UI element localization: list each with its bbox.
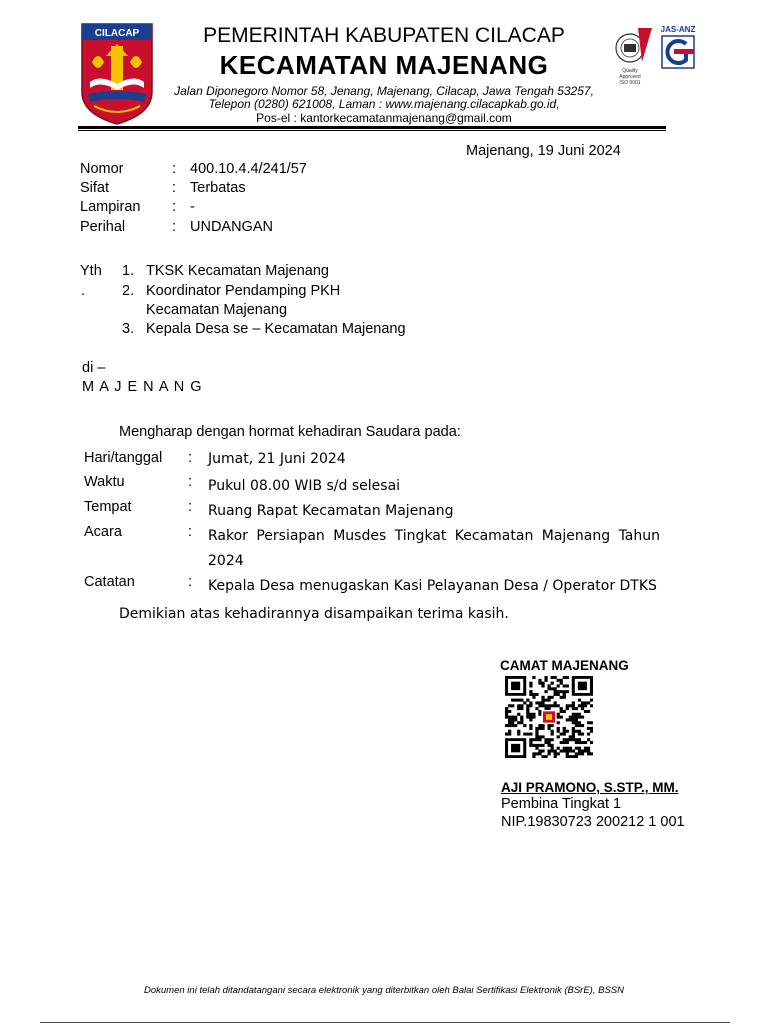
detail-value: Rakor Persiapan Musdes Tingkat Kecamatan Majenang Tahun — [208, 528, 660, 544]
detail-colon: : — [188, 499, 193, 515]
detail-value-continued: 2024 — [208, 553, 244, 569]
recipient-number: 1. — [122, 263, 135, 279]
recipient-number: 3. — [122, 321, 135, 337]
detail-value: Kepala Desa menugaskan Kasi Pelayanan Desa / Operator DTKS — [208, 578, 657, 594]
yth-dot: . — [81, 283, 86, 299]
address-line-2: Telepon (0280) 621008, Laman : www.majenang.cilacapkab.go.id, — [208, 97, 560, 111]
detail-label: Tempat — [84, 499, 132, 515]
meta-label: Sifat — [80, 180, 110, 196]
signer-nip: NIP.19830723 200212 1 001 — [501, 814, 685, 830]
header-rule-thick — [78, 126, 666, 129]
svg-text:Quality: Quality — [622, 68, 638, 74]
meta-label: Lampiran — [80, 199, 141, 215]
meta-value: 400.10.4.4/241/57 — [190, 161, 307, 177]
destination-place: M A J E N A N G — [82, 379, 203, 395]
detail-colon: : — [188, 450, 193, 466]
recipient-number: 2. — [122, 283, 135, 299]
iso-certification-badge — [612, 22, 704, 92]
recipient-text: Kepala Desa se – Kecamatan Majenang — [146, 321, 406, 337]
detail-value: Ruang Rapat Kecamatan Majenang — [208, 503, 454, 519]
cert-text: JAS-ANZ — [660, 25, 696, 34]
meta-colon: : — [172, 161, 177, 177]
detail-colon: : — [188, 524, 193, 540]
meta-colon: : — [172, 199, 177, 215]
meta-value: Terbatas — [190, 180, 246, 196]
footer-rule — [40, 1022, 730, 1023]
detail-label: Waktu — [84, 474, 125, 490]
detail-label: Acara — [84, 524, 122, 540]
meta-colon: : — [172, 180, 177, 196]
recipient-text: Kecamatan Majenang — [146, 302, 288, 318]
meta-label: Nomor — [80, 161, 124, 177]
e-signature-notice: Dokumen ini telah ditandatangani secara elektronik yang diterbitkan oleh Balai Sertifikasi Elektronik (BSrE), BSSN — [144, 985, 624, 996]
meta-colon: : — [172, 219, 177, 235]
closing-text: Demikian atas kehadirannya disampaikan terima kasih. — [119, 606, 509, 622]
logo-text: CILACAP — [94, 28, 140, 39]
address-line-3: Pos-el : kantorkecamatanmajenang@gmail.com — [256, 111, 512, 125]
qr-code-signature — [505, 676, 593, 758]
detail-colon: : — [188, 574, 193, 590]
signer-name: AJI PRAMONO, S.STP., MM. — [501, 780, 679, 795]
yth-label: Yth — [80, 263, 102, 279]
date-place: Majenang, 19 Juni 2024 — [466, 143, 621, 159]
recipient-text: Koordinator Pendamping PKH — [146, 283, 341, 299]
di-label: di – — [82, 360, 106, 376]
detail-label: Catatan — [84, 574, 135, 590]
detail-value: Jumat, 21 Juni 2024 — [208, 451, 346, 467]
meta-value: UNDANGAN — [190, 219, 273, 235]
cilacap-logo — [78, 22, 156, 126]
signer-rank: Pembina Tingkat 1 — [501, 796, 622, 812]
detail-label: Hari/tanggal — [84, 450, 163, 466]
address-line-1: Jalan Diponegoro Nomor 58, Jenang, Majenang, Cilacap, Jawa Tengah 53257, — [174, 84, 594, 98]
government-name: PEMERINTAH KABUPATEN CILACAP — [203, 24, 565, 47]
office-name: KECAMATAN MAJENANG — [219, 50, 549, 80]
header-rule-thin — [78, 130, 666, 131]
meta-value: - — [190, 199, 195, 215]
svg-text:ISO 9001: ISO 9001 — [619, 80, 641, 86]
intro-text: Mengharap dengan hormat kehadiran Saudara pada: — [119, 424, 461, 440]
svg-text:Approved: Approved — [619, 74, 641, 80]
signer-title: CAMAT MAJENANG — [500, 658, 629, 673]
detail-colon: : — [188, 474, 193, 490]
meta-label: Perihal — [80, 219, 126, 235]
detail-value: Pukul 08.00 WIB s/d selesai — [208, 478, 401, 494]
recipient-text: TKSK Kecamatan Majenang — [146, 263, 329, 279]
